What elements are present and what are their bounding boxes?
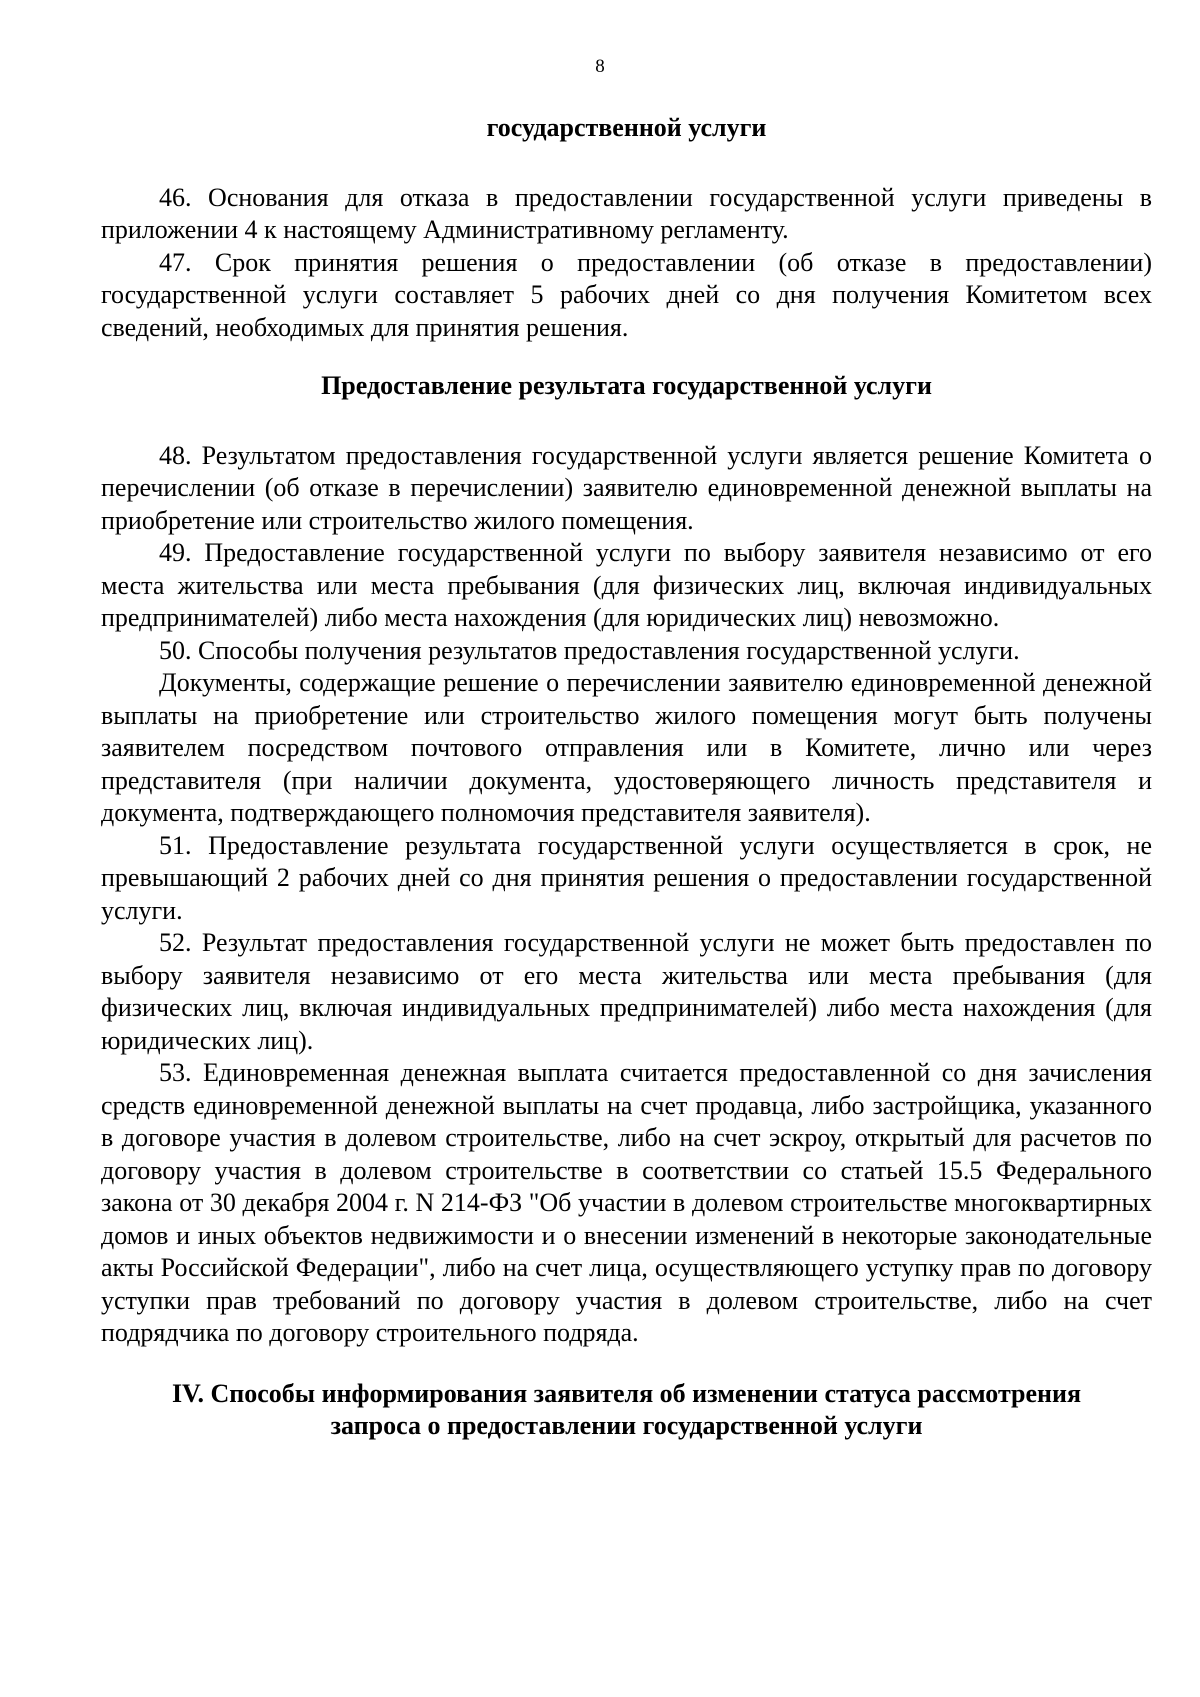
section-heading-result: Предоставление результата государственной услуги xyxy=(321,371,932,400)
paragraph-50: 50. Способы получения результатов предоставления государственной услуги. xyxy=(159,635,1020,665)
page-content xyxy=(101,112,1152,1443)
paragraph-49: 49. Предоставление государственной услуги по выбору заявителя независимо от его места жительства или места пребывания (для физических лиц, включая индивидуальных предпринимателей) либо места нахождения (для юридических лиц) невозможно. xyxy=(101,538,1152,632)
section-heading-continued: государственной услуги xyxy=(486,113,767,142)
paragraph-48: 48. Результатом предоставления государственной услуги является решение Комитета о перечислении (об отказе в перечислении) заявителю единовременной денежной выплаты на приобретение или строительство жилого помещения. xyxy=(101,440,1152,535)
section-heading-iv-line1: IV. Способы информирования заявителя об изменении статуса рассмотрения xyxy=(171,1378,1082,1408)
paragraph-50-documents: Документы, содержащие решение о перечислении заявителю единовременной денежной выплаты на приобретение или строительство жилого помещения могут быть получены заявителем посредством почтового отправления или в Комитете, лично или через представителя (при наличии документа, удостоверяющего личность представителя и документа, подтверждающего полномочия представителя заявителя). xyxy=(101,668,1152,827)
paragraph-51: 51. Предоставление результата государственной услуги осуществляется в срок, не превышающий 2 рабочих дней со дня принятия решения о предоставлении государственной услуги. xyxy=(101,830,1152,925)
section-heading-iv xyxy=(101,1378,1152,1443)
paragraph-47: 47. Срок принятия решения о предоставлении (об отказе в предоставлении) государственной услуги составляет 5 рабочих дней со дня получения Комитетом всех сведений, необходимых для принятия решения. xyxy=(101,247,1152,342)
paragraph-53: 53. Единовременная денежная выплата считается предоставленной со дня зачисления средств единовременной денежной выплаты на счет продавца, либо застройщика, указанного в договоре участия в долевом строительстве, либо на счет эскроу, открытый для расчетов по договору участия в долевом строительстве в соответствии со статьей 15.5 Федерального закона от 30 декабря 2004 г. N 214-ФЗ "Об участии в долевом строительстве многоквартирных домов и иных объектов недвижимости и о внесении изменений в некоторые законодательные акты Российской Федерации", либо на счет лица, осуществляющего уступку прав по договору уступки прав требований по договору участия в долевом строительстве, либо на счет подрядчика по договору строительного подряда. xyxy=(101,1058,1152,1347)
page-number: 8 xyxy=(595,56,605,77)
section-heading-iv-line2: запроса о предоставлении государственной услуги xyxy=(330,1411,923,1440)
paragraph-46: 46. Основания для отказа в предоставлении государственной услуги приведены в приложении 4 к настоящему Административному регламенту. xyxy=(101,182,1152,244)
paragraph-52: 52. Результат предоставления государственной услуги не может быть предоставлен по выбору заявителя независимо от его места жительства или места пребывания (для физических лиц, включая индивидуальных предпринимателей) либо места нахождения (для юридических лиц). xyxy=(101,928,1152,1055)
